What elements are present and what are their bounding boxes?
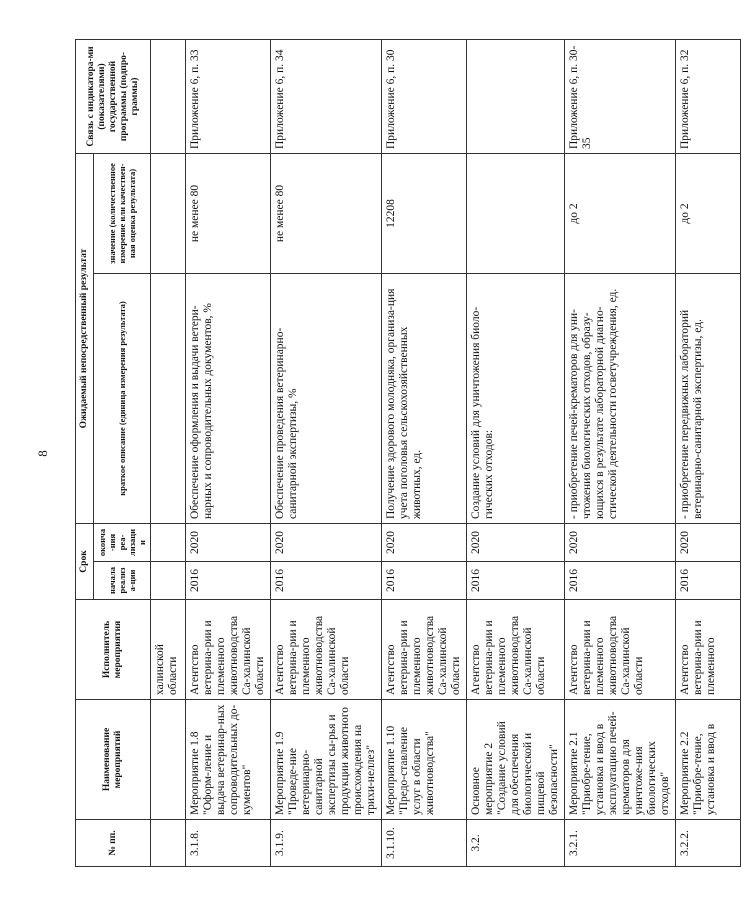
row-start: 2016 xyxy=(467,562,565,600)
header-term: Срок xyxy=(76,524,94,600)
row-executor: Агентство ветерина-рии и племенного xyxy=(676,600,741,700)
row-num: 3.1.8. xyxy=(186,820,271,867)
header-term-end: оконча-ния реа-лизации xyxy=(94,524,151,562)
row-desc: Обеспечение оформления и выдачи ветери-нарных и сопроводительных документов, % xyxy=(186,274,271,524)
row-num: 3.2.1. xyxy=(565,820,676,867)
table-row-continuation xyxy=(151,40,186,867)
header-num: № пп. xyxy=(76,820,151,867)
row-desc: Получение здорового молодняка, организа-ция учета поголовья сельскохозяйственных животных, ед. xyxy=(382,274,467,524)
row-num: 3.2.2. xyxy=(676,820,741,867)
row-name: Мероприятие 2.1 "Приобре-тение, установка и ввод в эксплуатацию печей-крематоров для уничтоже-ния биологических отходов" xyxy=(565,700,676,820)
header-result-desc: краткое описание (единица измерения результата) xyxy=(94,274,151,524)
row-value: не менее 80 xyxy=(186,154,271,274)
row-end: 2020 xyxy=(676,524,741,562)
header-name: Наименование мероприятий xyxy=(76,700,151,820)
table-row xyxy=(271,40,382,867)
table-row xyxy=(467,40,565,867)
table-row xyxy=(565,40,676,867)
row-name: Мероприятие 1.9 "Проведе-ние ветеринарно-санитарной экспертизы сы-рья и продукции животного происхождения на трихи-неллез" xyxy=(271,700,382,820)
row-start: 2016 xyxy=(382,562,467,600)
row-executor: Агентство ветерина-рии и племенного животноводства Са-халинской области xyxy=(565,600,676,700)
row-name: Основное мероприятие 2 "Создание условий для обеспечения биологической и пищевой безопасности" xyxy=(467,700,565,820)
row-value: до 2 xyxy=(676,154,741,274)
continuation-executor: халинской области xyxy=(151,600,186,700)
row-desc: Создание условий для уничтожения биоло-гических отходов: xyxy=(467,274,565,524)
rotated-table-area xyxy=(35,40,717,867)
row-num: 3.2. xyxy=(467,820,565,867)
row-num: 3.1.10. xyxy=(382,820,467,867)
row-executor: Агентство ветерина-рии и племенного животноводства Са-халинской области xyxy=(186,600,271,700)
header-link: Связь с индикатора-ми (показателями) государственной программы (подпро-граммы) xyxy=(76,40,151,154)
header-term-start: начала реализа-ции xyxy=(94,562,151,600)
row-start: 2016 xyxy=(565,562,676,600)
row-name: Мероприятие 2.2 "Приобре-тение, установка и ввод в xyxy=(676,700,741,820)
row-link: Приложение 6, п. 33 xyxy=(186,40,271,154)
table-row xyxy=(382,40,467,867)
row-link xyxy=(467,40,565,154)
row-value: до 2 xyxy=(565,154,676,274)
row-num: 3.1.9. xyxy=(271,820,382,867)
row-end: 2020 xyxy=(186,524,271,562)
row-value: не менее 80 xyxy=(271,154,382,274)
table-row xyxy=(676,40,741,867)
header-result-value: значение (количественное измерение или качествен-ная оценка результата) xyxy=(94,154,151,274)
measures-table xyxy=(75,39,741,867)
row-desc: - приобретение печей-крематоров для уни-чтожения биологических отходов, образу-ющихся в результате лабораторной диагно-стической деятельности госветучреждения, ед. xyxy=(565,274,676,524)
row-executor: Агентство ветерина-рии и племенного животноводства Са-халинской области xyxy=(271,600,382,700)
header-result: Ожидаемый непосредственный результат xyxy=(76,154,94,524)
row-start: 2016 xyxy=(676,562,741,600)
row-end: 2020 xyxy=(271,524,382,562)
row-link: Приложение 6, п. 30-35 xyxy=(565,40,676,154)
row-desc: Обеспечение проведения ветеринарно-санитарной экспертизы, % xyxy=(271,274,382,524)
row-end: 2020 xyxy=(467,524,565,562)
header-executor: Исполнитель мероприятия xyxy=(76,600,151,700)
row-desc: - приобретение передвижных лабораторий ветеринарно-санитарной экспертизы, ед. xyxy=(676,274,741,524)
row-end: 2020 xyxy=(382,524,467,562)
row-start: 2016 xyxy=(271,562,382,600)
row-name: Мероприятие 1.8 "Оформ-ление и выдача ветеринар-ных сопроводительных до-кументов" xyxy=(186,700,271,820)
row-executor: Агентство ветерина-рии и племенного животноводства Са-халинской области xyxy=(467,600,565,700)
row-start: 2016 xyxy=(186,562,271,600)
row-link: Приложение 6, п. 32 xyxy=(676,40,741,154)
page-number: 8 xyxy=(35,450,50,457)
row-executor: Агентство ветерина-рии и племенного животноводства Са-халинской области xyxy=(382,600,467,700)
row-link: Приложение 6, п. 30 xyxy=(382,40,467,154)
row-value xyxy=(467,154,565,274)
row-value: 12208 xyxy=(382,154,467,274)
row-name: Мероприятие 1.10 "Предо-ставление услуг в области животноводства" xyxy=(382,700,467,820)
row-end: 2020 xyxy=(565,524,676,562)
table-row xyxy=(186,40,271,867)
row-link: Приложение 6, п. 34 xyxy=(271,40,382,154)
